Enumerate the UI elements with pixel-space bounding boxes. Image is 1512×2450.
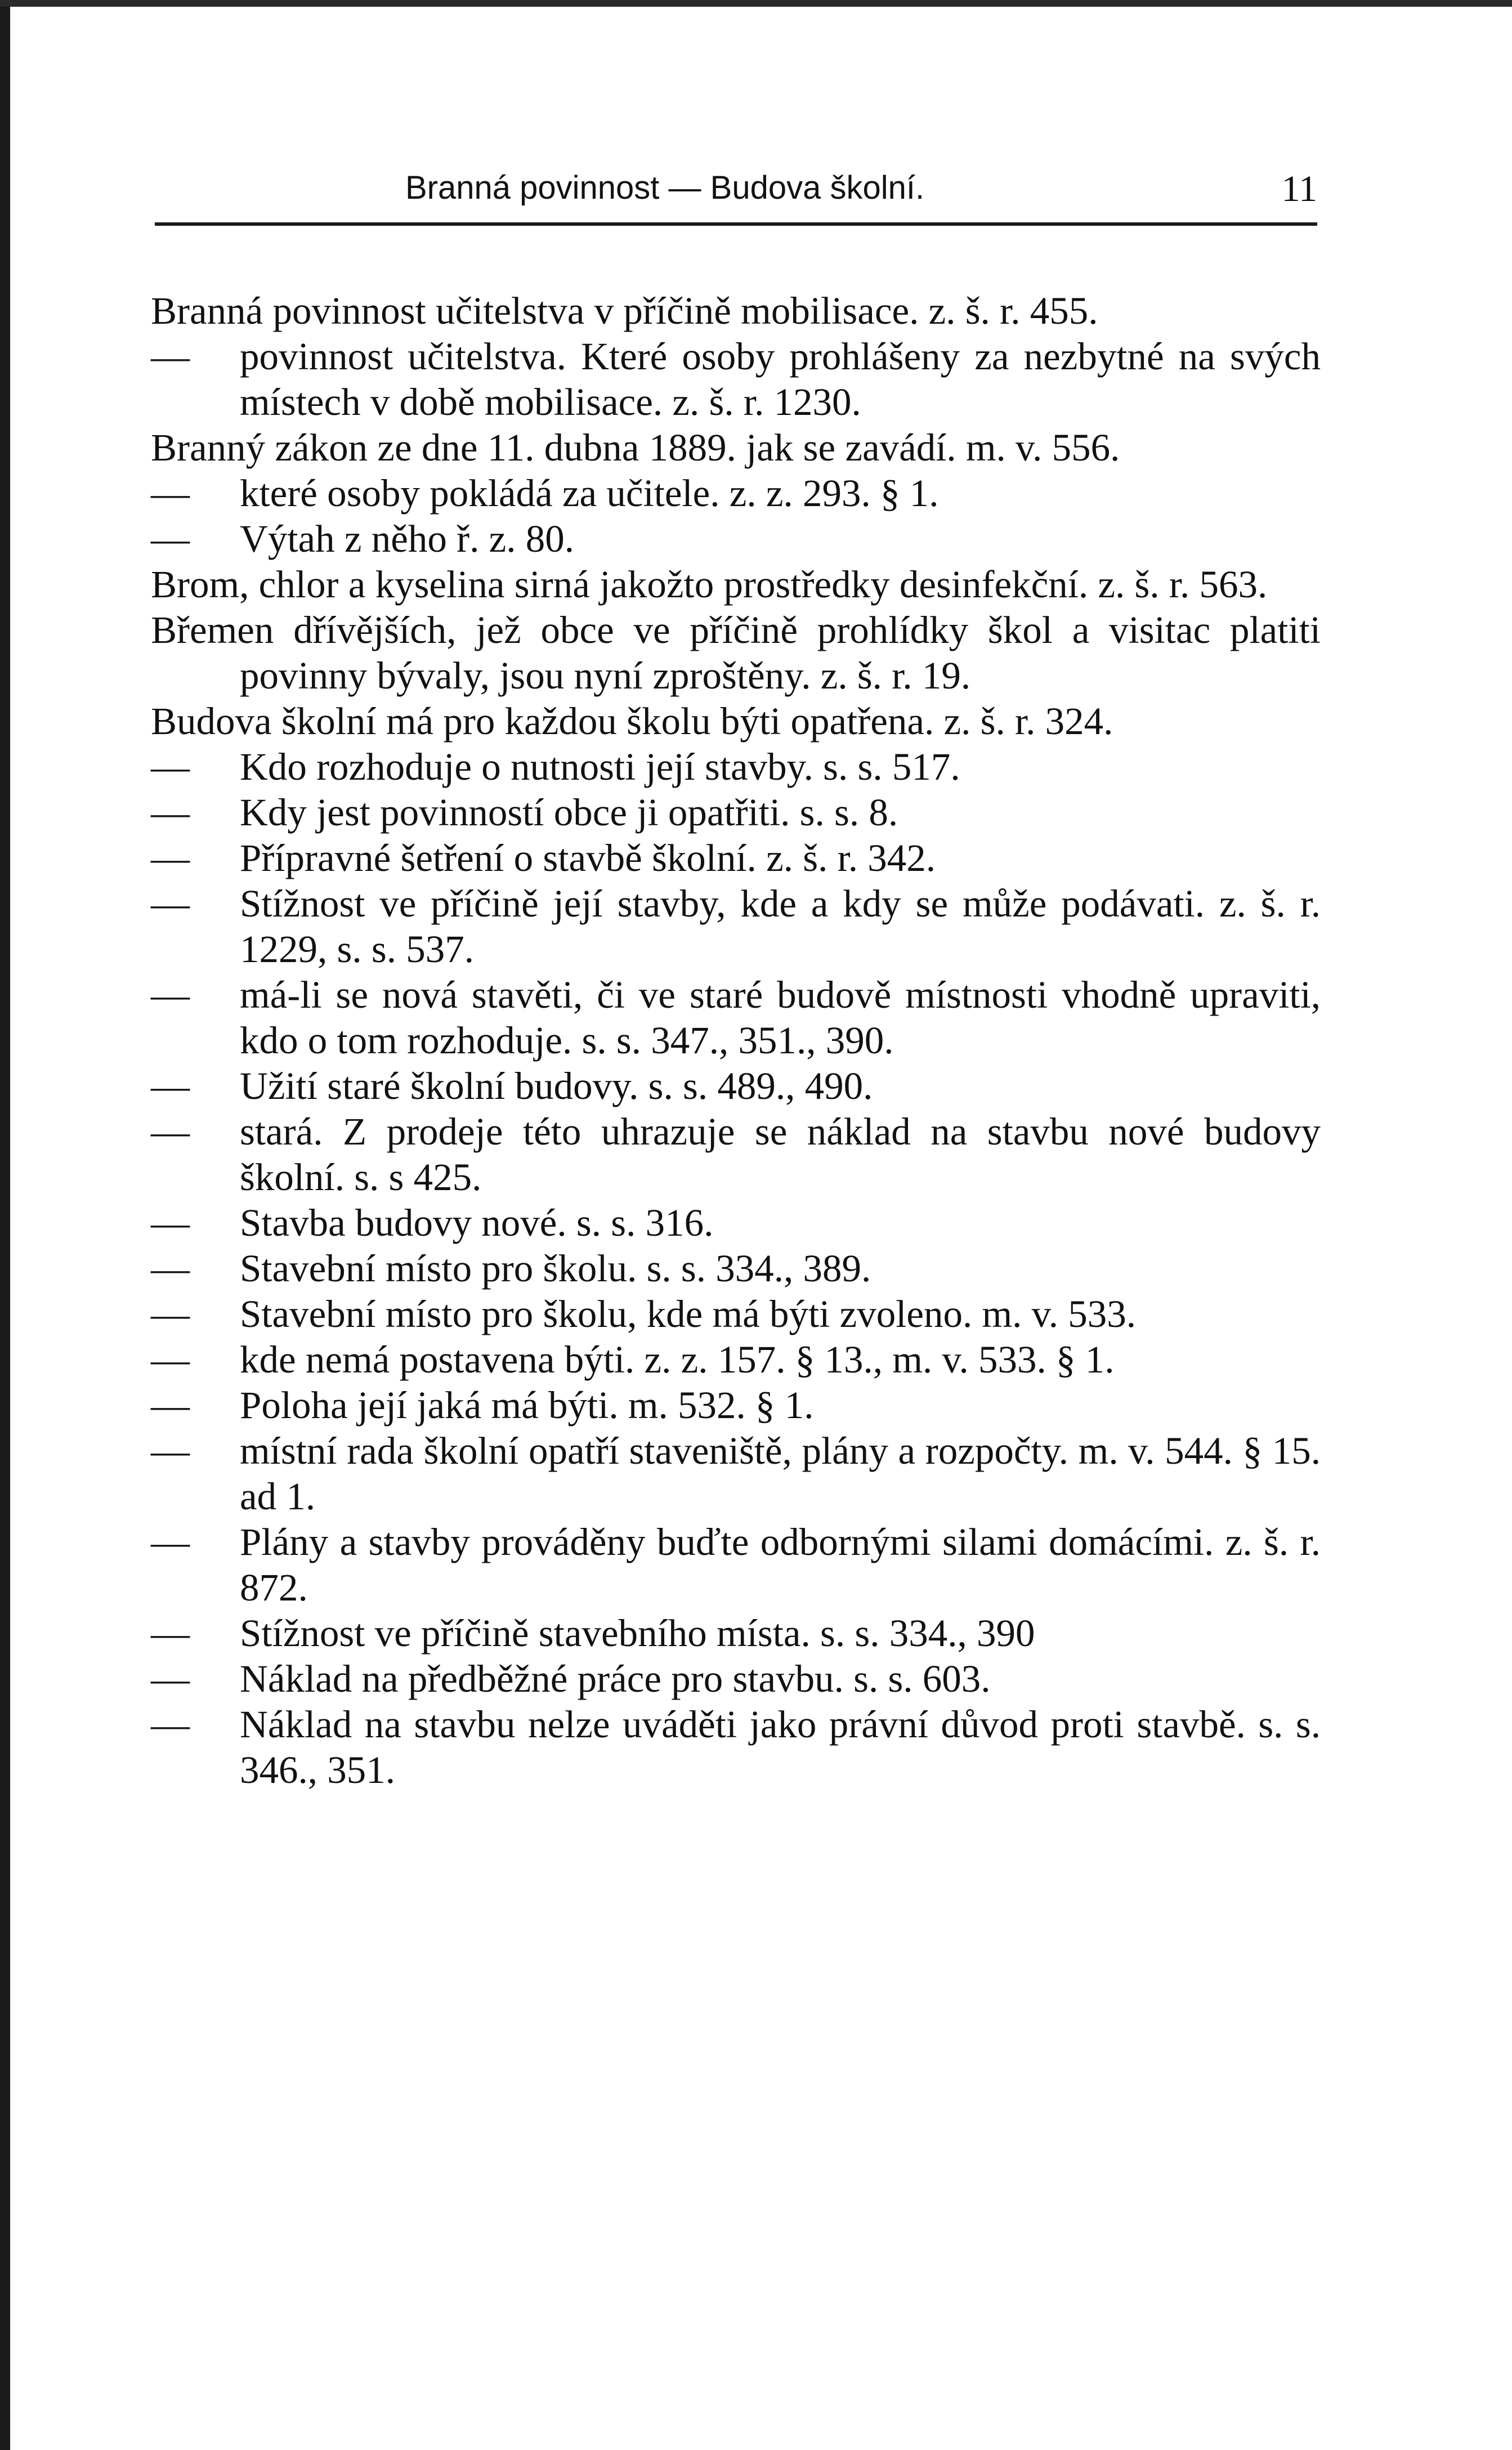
- entry-dash: —: [151, 1657, 190, 1700]
- index-entry: [151, 425, 1321, 471]
- index-entry: [151, 1337, 1321, 1383]
- entry-text: povinnost učitelstva. Které osoby prohlášeny za nezbytné na svých místech v době mobilisace. z. š. r. 1230.: [240, 335, 1321, 423]
- entry-text: Stavební místo pro školu, kde má býti zvoleno. m. v. 533.: [240, 1293, 1136, 1335]
- index-entry: [151, 1109, 1321, 1200]
- entry-text: které osoby pokládá za učitele. z. z. 293. § 1.: [240, 472, 939, 515]
- entry-dash: —: [151, 1201, 190, 1244]
- index-entry: [151, 699, 1321, 744]
- index-entry: [151, 1200, 1321, 1246]
- header-rule: [155, 222, 1317, 226]
- index-entry: [151, 1519, 1321, 1611]
- entry-text: Stavba budovy nové. s. s. 316.: [240, 1201, 714, 1244]
- entry-dash: —: [151, 791, 190, 834]
- entry-text: Stížnost ve příčině stavebního místa. s. s. 334., 390: [240, 1612, 1035, 1655]
- entry-dash: —: [151, 1338, 190, 1381]
- entry-dash: —: [151, 1247, 190, 1290]
- index-entry: [151, 1611, 1321, 1656]
- entry-text: Brom, chlor a kyselina sirná jakožto prostředky desinfekční. z. š. r. 563.: [151, 563, 1268, 606]
- entry-text: Kdy jest povinností obce ji opatřiti. s. s. 8.: [240, 791, 898, 834]
- entry-dash: —: [151, 1612, 190, 1655]
- scan-edge-top: [0, 0, 1512, 7]
- index-entry: [151, 1291, 1321, 1337]
- entry-text: Kdo rozhoduje o nutnosti její stavby. s. s. 517.: [240, 745, 960, 788]
- index-entries: [151, 288, 1321, 1793]
- index-entry: [151, 972, 1321, 1063]
- entry-dash: —: [151, 1293, 190, 1335]
- entry-text: Náklad na stavbu nelze uváděti jako právní důvod proti stavbě. s. s. 346., 351.: [240, 1703, 1321, 1791]
- index-entry: [151, 790, 1321, 835]
- entry-text: Stavební místo pro školu. s. s. 334., 389.: [240, 1247, 871, 1290]
- entry-dash: —: [151, 837, 190, 879]
- entry-dash: —: [151, 517, 190, 560]
- scan-edge-left: [0, 0, 10, 2450]
- entry-dash: —: [151, 1110, 190, 1153]
- entry-dash: —: [151, 1065, 190, 1107]
- index-entry: [151, 881, 1321, 972]
- entry-text: stará. Z prodeje této uhrazuje se náklad na stavbu nové budovy školní. s. s 425.: [240, 1110, 1321, 1199]
- entry-text: Plány a stavby prováděny buďte odbornými silami domácími. z. š. r. 872.: [240, 1521, 1321, 1609]
- index-entry: [151, 471, 1321, 516]
- index-entry: [151, 1428, 1321, 1519]
- entry-dash: —: [151, 1384, 190, 1427]
- entry-text: má-li se nová stavěti, či ve staré budově místnosti vhodně upraviti, kdo o tom rozhoduje. s. s. 347., 351., 390.: [240, 973, 1321, 1062]
- index-entry: [151, 835, 1321, 881]
- entry-text: Přípravné šetření o stavbě školní. z. š. r. 342.: [240, 837, 936, 879]
- index-entry: [151, 607, 1321, 699]
- entry-text: kde nemá postavena býti. z. z. 157. § 13., m. v. 533. § 1.: [240, 1338, 1115, 1381]
- running-head-title: Branná povinnost — Budova školní.: [405, 169, 925, 206]
- index-entry: [151, 288, 1321, 334]
- running-head: [155, 160, 1317, 211]
- entry-text: Branný zákon ze dne 11. dubna 1889. jak se zavádí. m. v. 556.: [151, 426, 1120, 469]
- entry-text: Budova školní má pro každou školu býti opatřena. z. š. r. 324.: [151, 700, 1113, 743]
- index-entry: [151, 562, 1321, 607]
- index-entry: [151, 744, 1321, 790]
- entry-dash: —: [151, 1429, 190, 1472]
- entry-text: místní rada školní opatří staveniště, plány a rozpočty. m. v. 544. § 15. ad 1.: [240, 1429, 1321, 1518]
- entry-dash: —: [151, 973, 190, 1016]
- entry-dash: —: [151, 1703, 190, 1746]
- index-entry: [151, 1063, 1321, 1109]
- entry-dash: —: [151, 1521, 190, 1563]
- entry-dash: —: [151, 472, 190, 515]
- index-entry: [151, 1246, 1321, 1291]
- index-entry: [151, 1702, 1321, 1793]
- entry-text: Stížnost ve příčině její stavby, kde a kdy se může podávati. z. š. r. 1229, s. s. 537.: [240, 882, 1321, 971]
- entry-text: Užití staré školní budovy. s. s. 489., 490.: [240, 1065, 873, 1107]
- entry-dash: —: [151, 335, 190, 378]
- entry-dash: —: [151, 882, 190, 925]
- entry-text: Branná povinnost učitelstva v příčině mobilisace. z. š. r. 455.: [151, 289, 1098, 332]
- index-entry: [151, 1656, 1321, 1702]
- index-entry: [151, 1383, 1321, 1428]
- entry-text: Břemen dřívějších, jež obce ve příčině prohlídky škol a visitac platiti povinny bývaly, jsou nyní zproštěny. z. š. r. 19.: [151, 609, 1321, 697]
- index-entry: [151, 334, 1321, 425]
- index-entry: [151, 516, 1321, 562]
- entry-dash: —: [151, 745, 190, 788]
- page-number: 11: [1281, 168, 1317, 209]
- entry-text: Náklad na předběžné práce pro stavbu. s. s. 603.: [240, 1657, 991, 1700]
- entry-text: Výtah z něho ř. z. 80.: [240, 517, 574, 560]
- entry-text: Poloha její jaká má býti. m. 532. § 1.: [240, 1384, 814, 1427]
